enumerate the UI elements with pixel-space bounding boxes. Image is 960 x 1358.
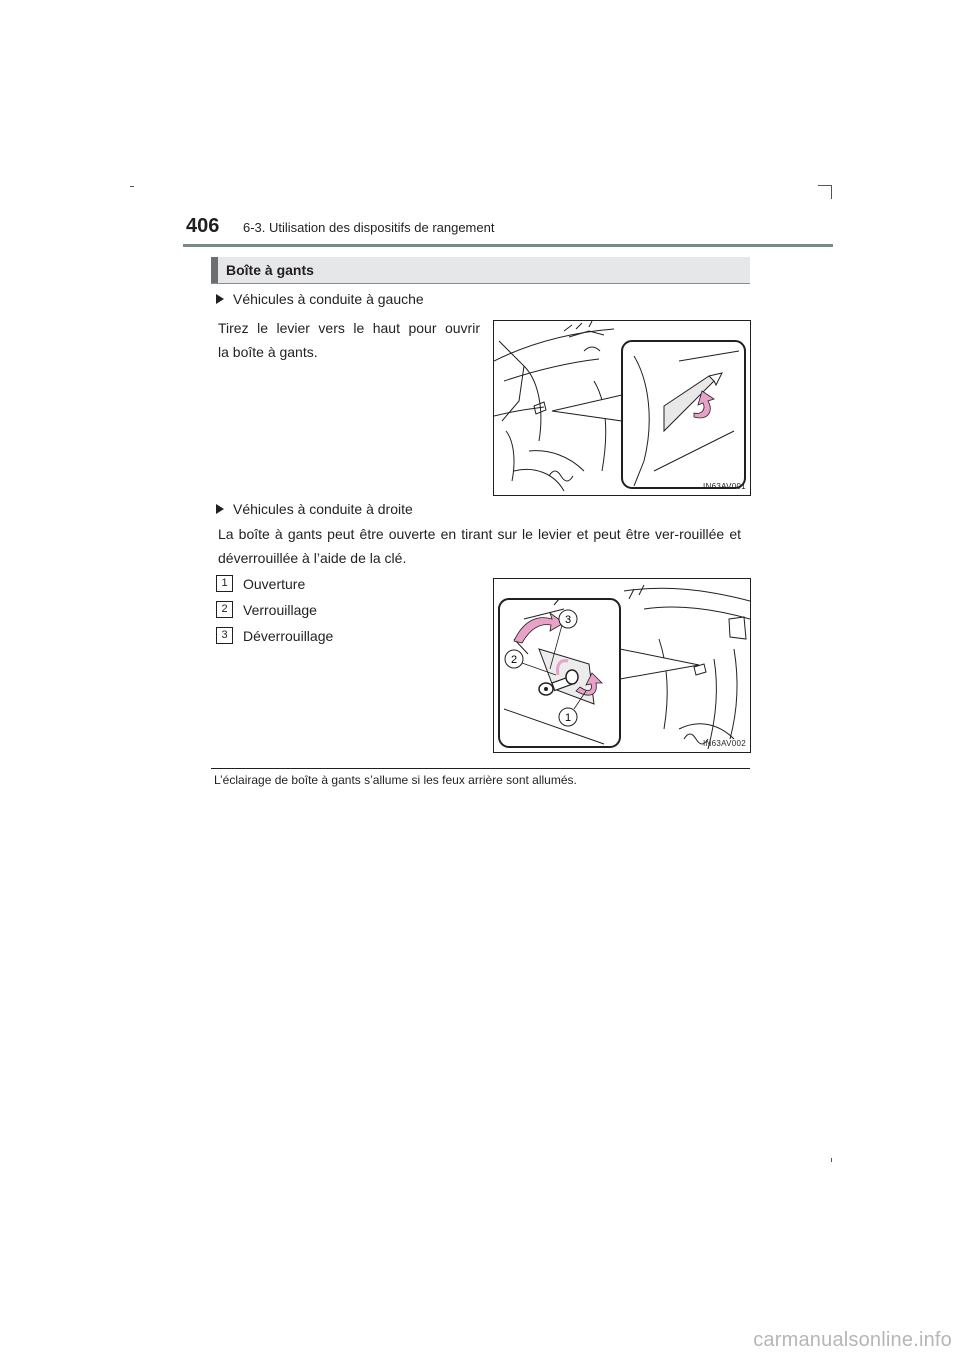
- item-number: 1: [216, 575, 233, 592]
- crop-mark: [130, 186, 134, 187]
- bullet-left-drive: [216, 290, 424, 308]
- note-text: L’éclairage de boîte à gants s’allume si les feux arrière sont allumés.: [214, 773, 577, 787]
- figure-left-drive: [493, 320, 751, 496]
- list-item: [216, 600, 476, 626]
- item-number: 2: [216, 601, 233, 618]
- section-underline: [211, 283, 750, 284]
- item-label: Déverrouillage: [243, 628, 334, 644]
- triangle-bullet-icon: [216, 294, 224, 304]
- figure-code: IN63AV002: [702, 739, 746, 748]
- glovebox-rhd-illustration: [494, 579, 750, 752]
- chapter-title: 6-3. Utilisation des dispositifs de rangement: [243, 220, 495, 235]
- note-rule: [211, 768, 750, 769]
- item-label: Verrouillage: [243, 602, 317, 618]
- bullet-right-drive-label: Véhicules à conduite à droite: [233, 501, 413, 517]
- callout-number: 1: [564, 712, 572, 724]
- glovebox-lhd-illustration: [494, 321, 750, 495]
- bullet-right-drive: [216, 500, 413, 518]
- numbered-list: [216, 574, 476, 652]
- item-number: 3: [216, 627, 233, 644]
- section-heading-marker: [211, 257, 218, 283]
- header-rule: [183, 244, 833, 247]
- bullet-left-drive-label: Véhicules à conduite à gauche: [233, 291, 424, 307]
- crop-mark: [831, 1158, 832, 1162]
- page-number: 406: [186, 215, 220, 237]
- left-drive-instruction: [218, 316, 480, 364]
- figure-right-drive: [493, 578, 751, 753]
- crop-mark: [818, 185, 832, 186]
- triangle-bullet-icon: [216, 504, 224, 514]
- right-drive-paragraph: La boîte à gants peut être ouverte en tirant sur le levier et peut être ver-rouillée et déverrouillée à l’aide de la clé.: [218, 526, 741, 566]
- list-item: [216, 626, 476, 652]
- crop-mark: [831, 185, 832, 199]
- figure-code: IN63AV001: [702, 482, 746, 491]
- item-label: Ouverture: [243, 576, 306, 592]
- callout-number: 3: [564, 614, 572, 626]
- instruction-line: la boîte à gants.: [218, 344, 318, 360]
- section-title: Boîte à gants: [226, 262, 314, 278]
- list-item: [216, 574, 476, 600]
- watermark: carmanualsonline.info: [753, 1329, 952, 1351]
- instruction-line: Tirez le levier vers le haut pour ouvrir: [218, 320, 480, 336]
- callout-number: 2: [510, 654, 518, 666]
